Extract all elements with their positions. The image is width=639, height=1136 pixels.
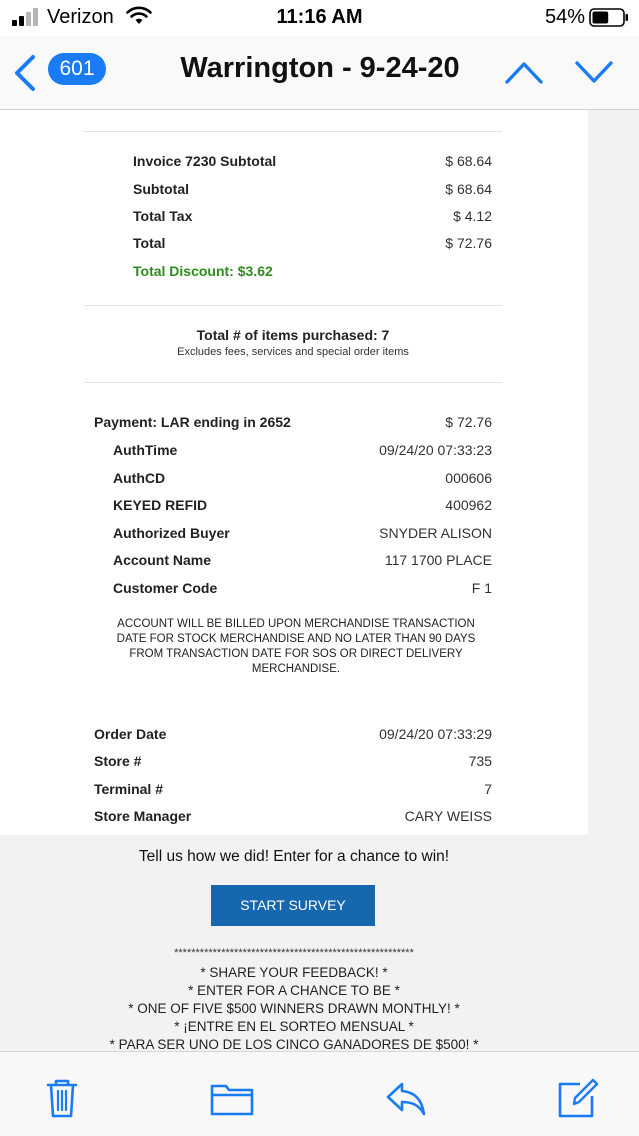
clock: 11:16 AM (276, 6, 363, 28)
compose-icon[interactable] (556, 1076, 600, 1120)
chevron-down-icon[interactable] (574, 58, 614, 86)
payment-detail-row (113, 525, 492, 543)
carrier-label: Verizon (47, 6, 114, 28)
payment-detail-value: 000606 (445, 470, 492, 486)
totals-row (133, 235, 492, 253)
navigation-bar (0, 36, 639, 110)
payment-detail-value: 400962 (445, 497, 492, 513)
order-info-label: Order Date (94, 726, 167, 742)
trash-icon[interactable] (40, 1076, 84, 1120)
totals-row-label: Total Tax (133, 208, 193, 224)
totals-row-label: Invoice 7230 Subtotal (133, 153, 277, 169)
payment-method-label: Payment: LAR ending in 2652 (94, 414, 291, 430)
unread-count-badge: 601 (48, 53, 106, 85)
order-info-row (94, 753, 492, 771)
reply-icon[interactable] (384, 1076, 428, 1120)
totals-row (133, 208, 492, 226)
order-info-label: Store Manager (94, 808, 192, 824)
billing-notice: ACCOUNT WILL BE BILLED UPON MERCHANDISE TRANSACTION DATE FOR STOCK MERCHANDISE AND NO LATER THAN 90 DAYS FROM TRANSACTION DATE FOR SOS OR DIRECT DELIVERY MERCHANDISE. (116, 618, 476, 675)
totals-row (133, 181, 492, 199)
page-gutter (588, 110, 639, 1051)
promo-line: * ENTER FOR A CHANCE TO BE * (188, 983, 400, 998)
items-exclusion-note: Excludes fees, services and special order items (177, 346, 409, 358)
divider (84, 131, 502, 132)
status-bar (0, 0, 639, 36)
survey-prompt: Tell us how we did! Enter for a chance to win! (138, 848, 450, 865)
totals-row-value: $ 72.76 (445, 235, 492, 251)
order-info-value: CARY WEISS (404, 808, 492, 824)
payment-detail-value: F 1 (471, 580, 492, 596)
total-discount-label: Total Discount: $3.62 (133, 263, 273, 279)
totals-row-label: Total (133, 235, 166, 251)
promo-line: * ¡ENTRE EN EL SORTEO MENSUAL * (174, 1019, 414, 1034)
order-info-value: 09/24/20 07:33:29 (379, 726, 492, 742)
payment-detail-label: AuthCD (113, 470, 166, 486)
divider (84, 305, 502, 306)
order-info-row (94, 808, 492, 826)
payment-detail-label: AuthTime (113, 442, 178, 458)
payment-detail-value: 117 1700 PLACE (384, 552, 492, 568)
promo-line: * PARA SER UNO DE LOS CINCO GANADORES DE $500! * (109, 1037, 479, 1051)
payment-detail-label: Account Name (113, 552, 212, 568)
bottom-toolbar (0, 1051, 639, 1136)
order-info-value: 735 (468, 753, 492, 769)
survey-section (0, 835, 588, 1051)
payment-detail-row (113, 470, 492, 488)
discount-row (133, 263, 492, 281)
chevron-left-icon (12, 54, 38, 92)
payment-detail-value: SNYDER ALISON (379, 525, 492, 541)
promo-line: * ONE OF FIVE $500 WINNERS DRAWN MONTHLY! * (128, 1001, 460, 1016)
items-purchased-count: Total # of items purchased: 7 (196, 327, 390, 343)
payment-detail-row (113, 580, 492, 598)
payment-amount: $ 72.76 (445, 414, 492, 430)
battery-percent: 54% (544, 6, 585, 28)
chevron-up-icon[interactable] (504, 58, 544, 86)
order-info-label: Terminal # (94, 781, 163, 797)
order-info-row (94, 781, 492, 799)
start-survey-button[interactable]: START SURVEY (211, 885, 375, 926)
promo-line: * SHARE YOUR FEEDBACK! * (200, 965, 388, 980)
totals-row-label: Subtotal (133, 181, 189, 197)
order-info-label: Store # (94, 753, 142, 769)
folder-icon[interactable] (210, 1076, 254, 1120)
payment-detail-label: Customer Code (113, 580, 218, 596)
order-info-row (94, 726, 492, 744)
payment-row (94, 414, 492, 432)
payment-detail-row (113, 552, 492, 570)
payment-detail-row (113, 497, 492, 515)
message-subject-title: Warrington - 9-24-20 (180, 52, 460, 84)
back-button[interactable] (12, 50, 112, 94)
star-divider: ******************************************************** (174, 947, 414, 959)
totals-row-value: $ 68.64 (445, 181, 492, 197)
totals-row (133, 153, 492, 171)
order-info-value: 7 (484, 781, 492, 797)
battery-icon (589, 8, 629, 27)
payment-detail-row (113, 442, 492, 460)
payment-detail-value: 09/24/20 07:33:23 (379, 442, 492, 458)
email-body[interactable] (0, 110, 639, 1051)
totals-row-value: $ 68.64 (445, 153, 492, 169)
divider (84, 382, 502, 383)
payment-detail-label: Authorized Buyer (113, 525, 230, 541)
payment-detail-label: KEYED REFID (113, 497, 208, 513)
totals-row-value: $ 4.12 (453, 208, 492, 224)
